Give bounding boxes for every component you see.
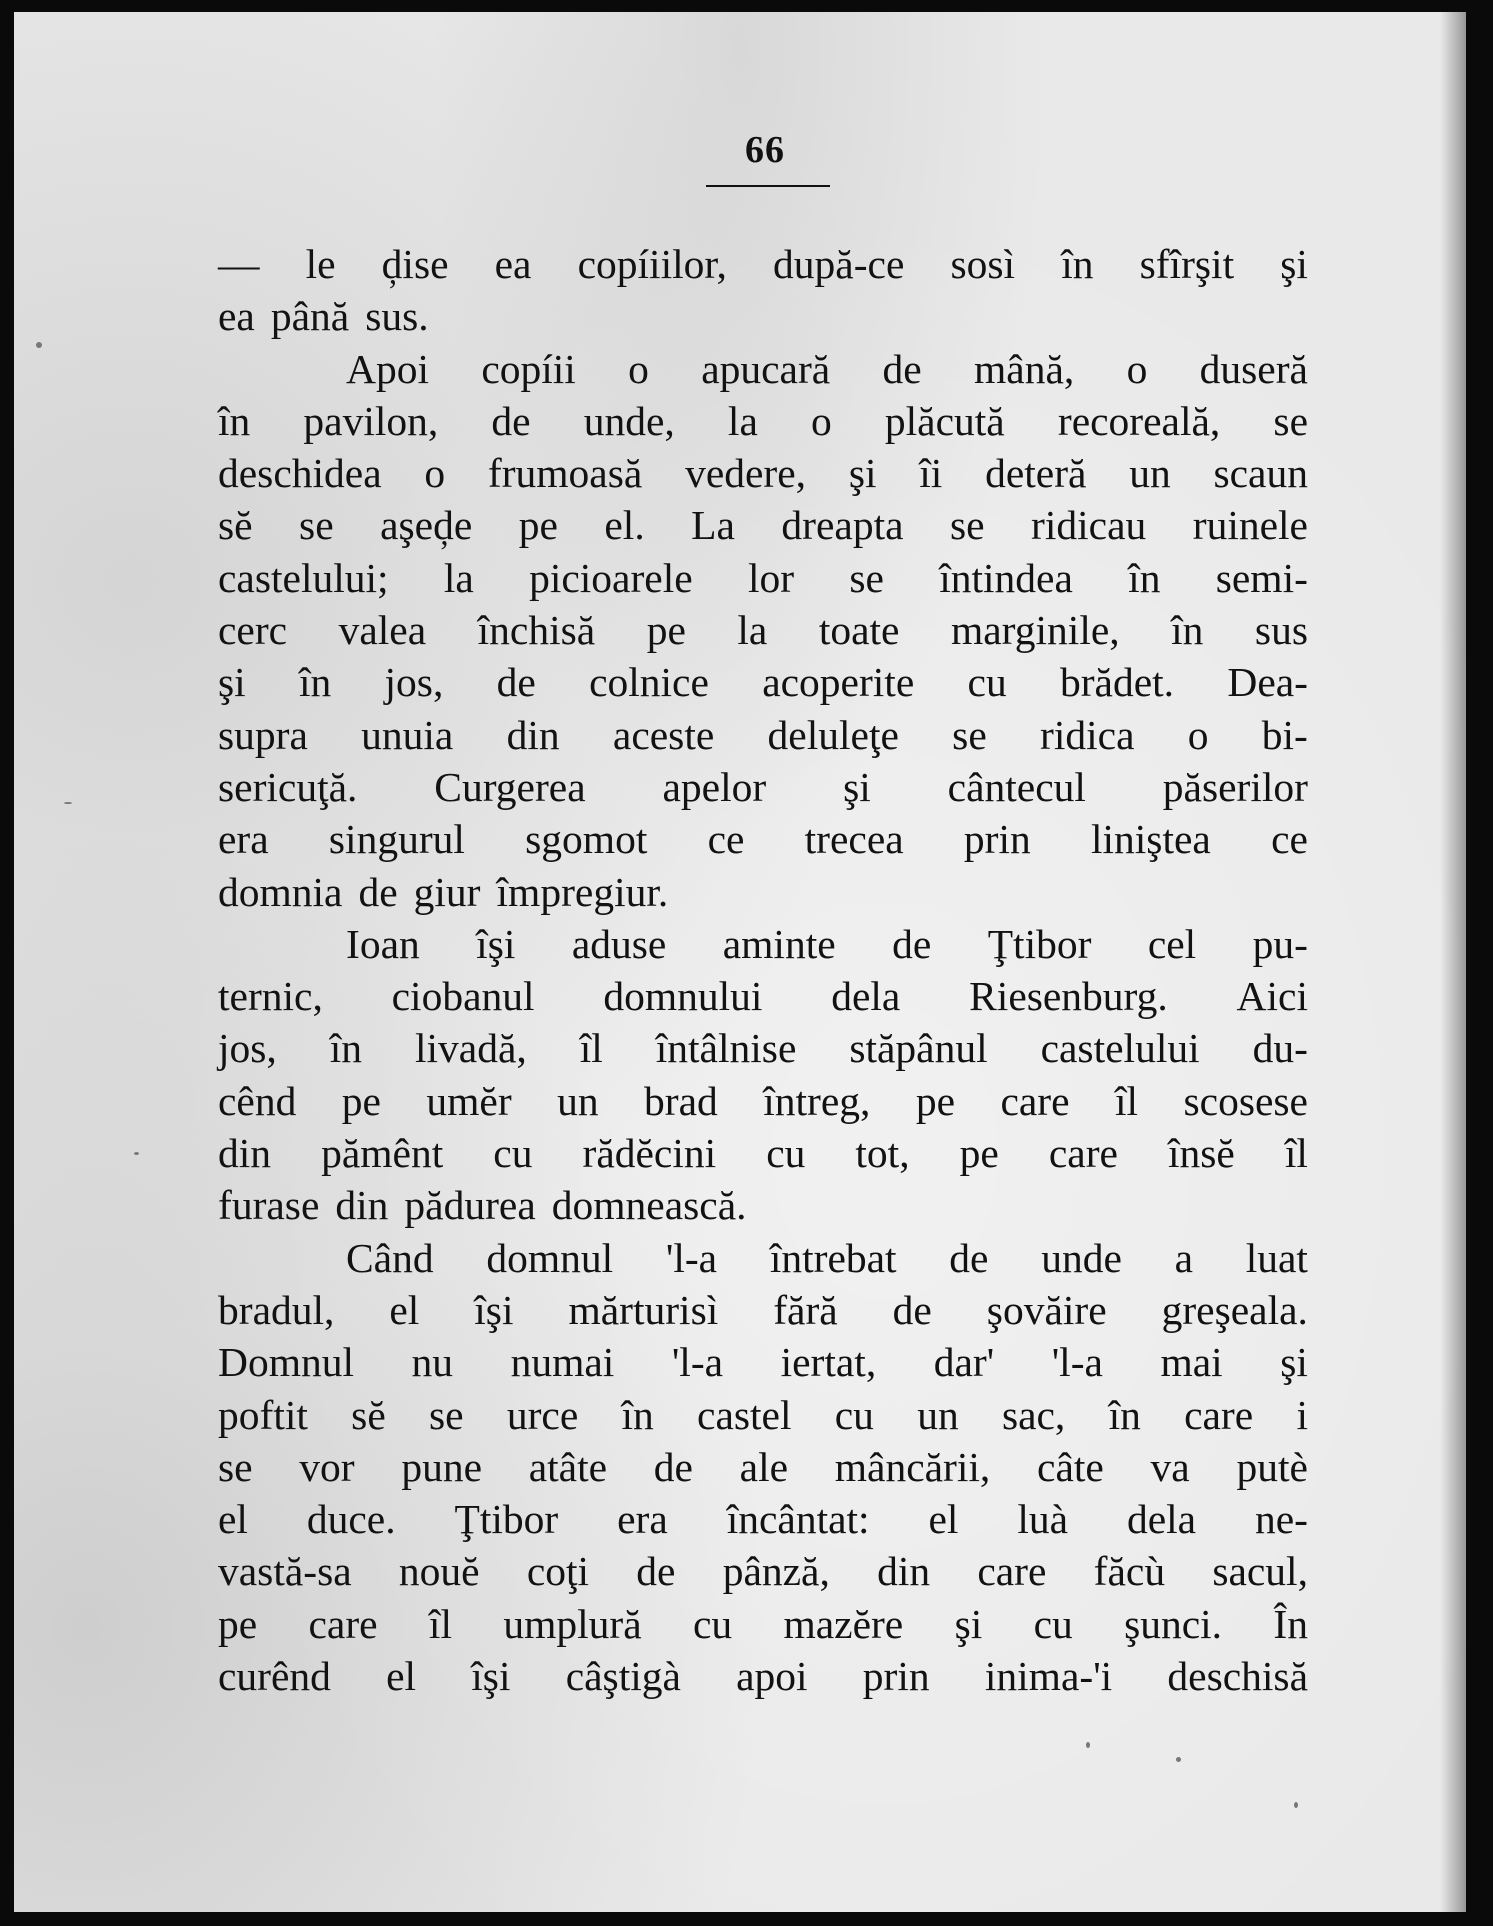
body-text: [218, 238, 1308, 1702]
text-line: Când domnul 'l-a întrebat de unde a luat: [346, 1234, 1308, 1281]
text-line: el duce. Ţtibor era încântat: el luà dela ne-: [218, 1496, 1308, 1543]
text-line: cênd pe umĕr un brad întreg, pe care îl scosese: [218, 1077, 1308, 1124]
page-number-rule: [706, 185, 830, 187]
page-number: 66: [745, 129, 785, 171]
text-line: deschidea o frumoasă vedere, şi îi deteră un scaun: [218, 450, 1308, 497]
paper-speck: [1294, 1802, 1298, 1808]
text-line: — le ḑise ea copíiilor, după-ce sosì în sfîrşit şi: [218, 241, 1308, 287]
text-line: jos, în livadă, îl întâlnise stăpânul castelului du-: [218, 1025, 1308, 1072]
text-line: Apoi copíii o apucară de mână, o duseră: [346, 345, 1308, 392]
text-line: cerc valea închisă pe la toate marginile, în sus: [218, 607, 1308, 654]
paper-speck: [1086, 1742, 1090, 1748]
paper-speck: [1176, 1757, 1181, 1762]
text-line: sericuţă. Curgerea apelor şi cântecul păserilor: [218, 763, 1308, 810]
text-line: supra unuia din aceste deluleţe se ridica o bi-: [218, 711, 1308, 758]
text-line: castelului; la picioarele lor se întindea în semi-: [218, 554, 1308, 601]
text-line: ea până sus.: [218, 293, 429, 340]
text-line: în pavilon, de unde, la o plăcută recoreală, se: [218, 397, 1308, 444]
text-line: ternic, ciobanul domnului dela Riesenburg. Aici: [218, 973, 1308, 1020]
paper-speck: [64, 802, 72, 804]
text-line: şi în jos, de colnice acoperite cu brădet. Dea-: [218, 659, 1308, 706]
paper-speck: [36, 342, 42, 348]
text-line: sĕ se aşeḑe pe el. La dreapta se ridicau ruinele: [218, 502, 1308, 549]
text-line: Ioan îşi aduse aminte de Ţtibor cel pu-: [346, 920, 1308, 967]
paper-speck: [134, 1152, 139, 1155]
text-line: poftit sĕ se urce în castel cu un sac, în care i: [218, 1391, 1308, 1438]
text-line: curênd el îşi câştigà apoi prin inima-'i deschisă: [218, 1653, 1308, 1700]
text-line: bradul, el îşi mărturisì fără de şovăire greşeala.: [218, 1286, 1308, 1333]
text-line: pe care îl umplură cu mazĕre şi cu şunci. În: [218, 1600, 1308, 1647]
text-line: domnia de giur împregiur.: [218, 868, 669, 915]
text-line: se vor pune atâte de ale mâncării, câte va putè: [218, 1443, 1308, 1490]
text-line: furase din pădurea domnească.: [218, 1182, 747, 1229]
text-line: Domnul nu numai 'l-a iertat, dar' 'l-a mai şi: [218, 1339, 1308, 1386]
text-line: din pămênt cu rădĕcini cu tot, pe care însĕ îl: [218, 1130, 1308, 1177]
page-edge-shadow: [1440, 12, 1466, 1912]
text-line: era singurul sgomot ce trecea prin liniştea ce: [218, 816, 1308, 863]
text-line: vastă-sa nouĕ coţi de pânză, din care făcù sacul,: [218, 1548, 1308, 1595]
